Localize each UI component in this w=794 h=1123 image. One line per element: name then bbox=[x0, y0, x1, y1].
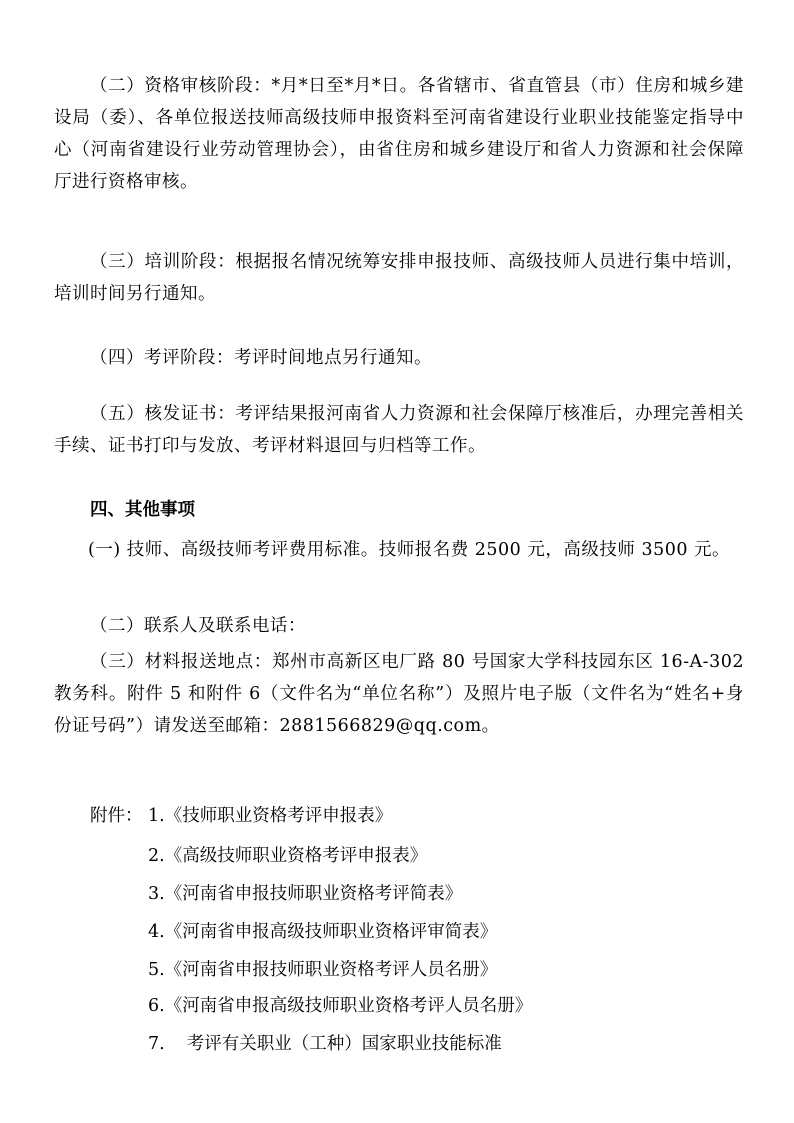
attachment-item bbox=[148, 800, 392, 832]
attachment-title: 《河南省申报高级技师职业资格考评人员名册》 bbox=[164, 996, 533, 1016]
paragraph-contact: （二）联系人及联系电话： bbox=[90, 616, 306, 636]
attachment-title: 《河南省申报技师职业资格考评简表》 bbox=[164, 884, 463, 904]
paragraph-address: （三）材料报送地点：郑州市高新区电厂路 80 号国家大学科技园东区 16-A-302 教务科。附件 5 和附件 6（文件名为“单位名称”）及照片电子版（文件名为“姓名+身份证号码”）请发送至邮箱：2881566829@qq.com。 bbox=[54, 652, 744, 736]
attachment-item bbox=[148, 954, 497, 986]
attachment-title: 《河南省申报高级技师职业资格评审简表》 bbox=[164, 922, 498, 942]
attachment-number: 6. bbox=[148, 996, 165, 1016]
attachments-label: 附件： bbox=[90, 806, 143, 826]
paragraph-assessment: （四）考评阶段：考评时间地点另行通知。 bbox=[90, 348, 432, 368]
attachment-number: 4. bbox=[148, 922, 165, 942]
attachment-number: 5. bbox=[148, 960, 165, 980]
attachment-number: 1. bbox=[148, 806, 165, 826]
attachment-item bbox=[148, 840, 427, 872]
attachment-title: 《高级技师职业资格考评申报表》 bbox=[164, 846, 428, 866]
attachment-title: 《河南省申报技师职业资格考评人员名册》 bbox=[164, 960, 498, 980]
attachment-title: 《技师职业资格考评申报表》 bbox=[164, 806, 393, 826]
paragraph-training: （三）培训阶段：根据报名情况统筹安排申报技师、高级技师人员进行集中培训，培训时间另行通知。 bbox=[54, 252, 744, 304]
attachment-number: 3. bbox=[148, 884, 165, 904]
attachment-item bbox=[148, 1028, 502, 1060]
attachment-item bbox=[148, 878, 462, 910]
attachment-item bbox=[148, 990, 532, 1022]
attachment-item bbox=[148, 916, 497, 948]
paragraph-qualification-review: （二）资格审核阶段：*月*日至*月*日。各省辖市、省直管县（市）住房和城乡建设局（委）、各单位报送技师高级技师申报资料至河南省建设行业职业技能鉴定指导中心（河南省建设行业劳动管理协会），由省住房和城乡建设厅和省人力资源和社会保障厅进行资格审核。 bbox=[54, 76, 744, 192]
attachment-title: 考评有关职业（工种）国家职业技能标准 bbox=[186, 1034, 502, 1054]
attachment-number: 2. bbox=[148, 846, 165, 866]
attachment-number: 7. bbox=[148, 1034, 165, 1054]
paragraph-fee: (一) 技师、高级技师考评费用标准。技师报名费 2500 元，高级技师 3500 元。 bbox=[88, 540, 731, 560]
section-heading-other-matters: 四、其他事项 bbox=[90, 500, 195, 520]
paragraph-certificate: （五）核发证书：考评结果报河南省人力资源和社会保障厅核准后，办理完善相关手续、证书打印与发放、考评材料退回与归档等工作。 bbox=[54, 404, 744, 456]
